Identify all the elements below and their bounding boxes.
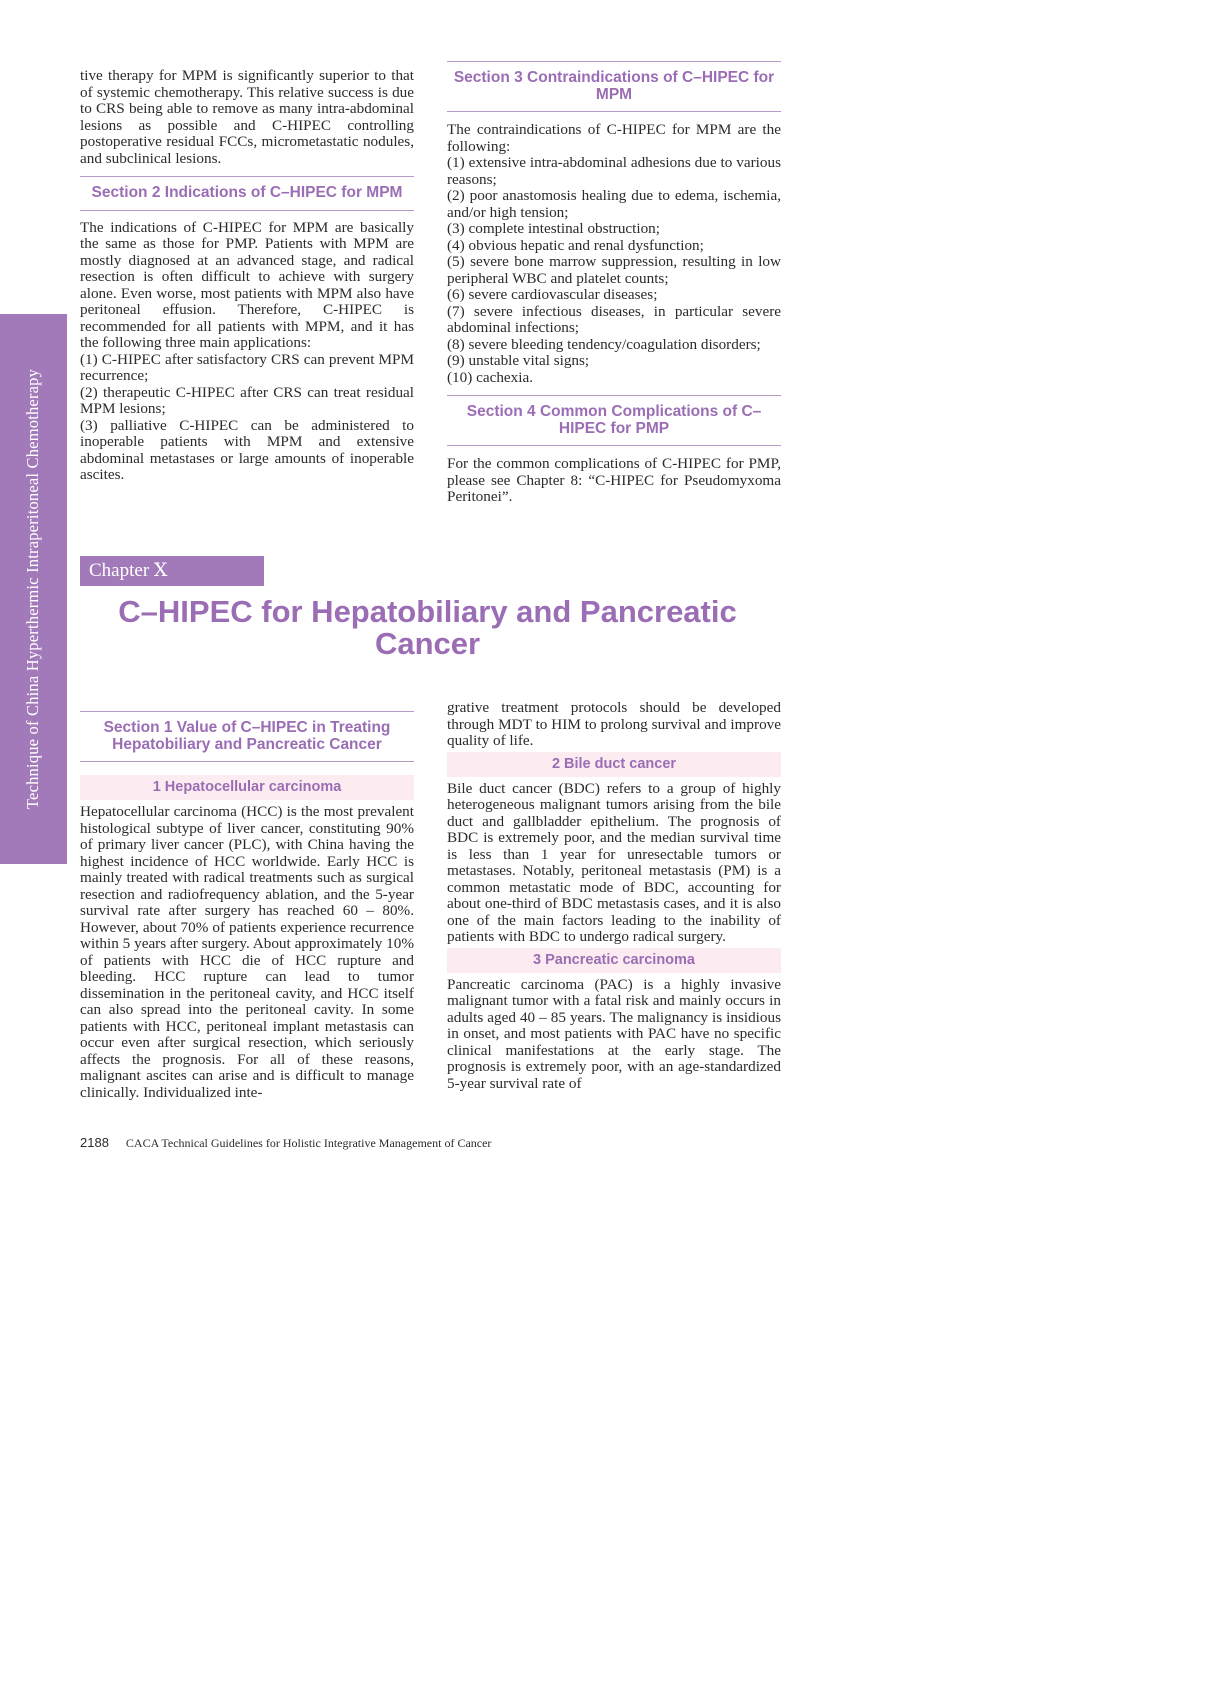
section2-item: (1) C-HIPEC after satisfactory CRS can prevent MPM recurrence; bbox=[80, 350, 414, 384]
section3-item: (3) complete intestinal obstruction; bbox=[447, 220, 660, 237]
continued-paragraph: grative treatment protocols should be developed through MDT to HIM to prolong survival and improve quality of life. bbox=[447, 699, 781, 749]
section2-item: (2) therapeutic C-HIPEC after CRS can treat residual MPM lesions; bbox=[80, 383, 414, 417]
section3-item: (9) unstable vital signs; bbox=[447, 352, 590, 369]
section3-item: (2) poor anastomosis healing due to edema, ischemia, and/or high tension; bbox=[447, 187, 781, 221]
section3-item: (5) severe bone marrow suppression, resulting in low peripheral WBC and platelet counts; bbox=[447, 253, 781, 287]
subsection-heading-pac: 3 Pancreatic carcinoma bbox=[447, 948, 781, 973]
bdc-paragraph: Bile duct cancer (BDC) refers to a group of highly heterogeneous malignant tumors arising from the bile duct and gallbladder epithelium. The prognosis of BDC is extremely poor, and the median survival time is less than 1 year for unresectable tumors or metastases. Notably, peritoneal metastasis (PM) is a common metastatic mode of BDC, accounting for about one-third of BDC metastasis cases, and it is also one of the main factors leading to the inability of patients with BDC to undergo radical surgery. bbox=[447, 779, 781, 945]
section2-heading: Section 2 Indications of C–HIPEC for MPM bbox=[80, 176, 414, 211]
page-number: 2188 bbox=[80, 1135, 109, 1150]
section3-item: (7) severe infectious diseases, in particular severe abdominal infections; bbox=[447, 302, 781, 336]
chapter-title: C–HIPEC for Hepatobiliary and Pancreatic Cancer bbox=[118, 594, 737, 661]
section3-item: (1) extensive intra-abdominal adhesions due to various reasons; bbox=[447, 154, 781, 188]
page-footer bbox=[80, 1135, 491, 1151]
section3-intro: The contraindications of C-HIPEC for MPM are the following: bbox=[447, 121, 781, 155]
section3-item: (6) severe cardiovascular diseases; bbox=[447, 286, 658, 303]
section4-paragraph: For the common complications of C-HIPEC for PMP, please see Chapter 8: “C-HIPEC for Pseudomyxoma Peritonei”. bbox=[447, 455, 781, 505]
section4-heading: Section 4 Common Complications of C–HIPEC for PMP bbox=[447, 395, 781, 446]
bottom-left-column bbox=[80, 711, 414, 1101]
top-left-column bbox=[80, 68, 414, 484]
section1-heading: Section 1 Value of C–HIPEC in Treating Hepatobiliary and Pancreatic Cancer bbox=[80, 711, 414, 762]
side-tab-label: Technique of China Hyperthermic Intraperitoneal Chemotherapy bbox=[23, 368, 42, 810]
running-title: CACA Technical Guidelines for Holistic Integrative Management of Cancer bbox=[125, 1136, 492, 1150]
section3-item: (4) obvious hepatic and renal dysfunction; bbox=[447, 236, 704, 254]
top-right-column bbox=[447, 61, 781, 506]
section2-paragraph: The indications of C-HIPEC for MPM are basically the same as those for PMP. Patients with MPM are mostly diagnosed at an advanced stage, and radical resection is often difficult to achieve with surgery alone. Even worse, most patients with MPM also have peritoneal effusion. Therefore, C-HIPEC is recommended for all patients with MPM, and it has the following three main applications: bbox=[80, 218, 414, 351]
section3-heading: Section 3 Contraindications of C–HIPEC for MPM bbox=[447, 61, 781, 112]
hcc-paragraph: Hepatocellular carcinoma (HCC) is the most prevalent histological subtype of liver cancer, constituting 90% of primary liver cancer (PLC), with China having the highest incidence of HCC worldwide. Early HCC is mainly treated with radical treatments such as surgical resection and radiofrequency ablation, and the 5-year survival rate after surgery has reached 60 – 80%. However, about 70% of patients experience recurrence within 5 years after surgery. About approximately 10% of patients with HCC die of HCC rupture and bleeding. HCC rupture can lead to tumor dissemination in the peritoneal cavity, and HCC itself can also spread into the peritoneal cavity. In some patients with HCC, peritoneal implant metastasis can occur even after surgical resection, which seriously affects the prognosis. For all of these reasons, malignant ascites can arise and is difficult to manage clinically. Individualized inte- bbox=[80, 803, 414, 1101]
subsection-heading-hcc: 1 Hepatocellular carcinoma bbox=[80, 775, 414, 800]
chapter-label: Chapter Ⅹ bbox=[80, 556, 264, 586]
pac-paragraph: Pancreatic carcinoma (PAC) is a highly invasive malignant tumor with a fatal risk and mainly occurs in adults aged 40 – 85 years. The malignancy is insidious in onset, and most patients with PAC have no specific clinical manifestations at the early stage. The prognosis is extremely poor, with an age-standardized 5-year survival rate of bbox=[447, 975, 781, 1092]
bottom-right-column bbox=[447, 700, 781, 1092]
subsection-heading-bdc: 2 Bile duct cancer bbox=[447, 752, 781, 777]
section3-item: (8) severe bleeding tendency/coagulation disorders; bbox=[447, 335, 761, 353]
section3-item: (10) cachexia. bbox=[447, 368, 534, 386]
intro-paragraph: tive therapy for MPM is significantly superior to that of systemic chemotherapy. This relative success is due to CRS being able to remove as many intra-abdominal lesions as possible and C-HIPEC controlling postoperative residual FCCs, micrometastatic nodules, and subclinical lesions. bbox=[80, 67, 414, 167]
section2-item: (3) palliative C-HIPEC can be administered to inoperable patients with MPM and extensive abdominal metastases or large amounts of inoperable ascites. bbox=[80, 416, 414, 483]
